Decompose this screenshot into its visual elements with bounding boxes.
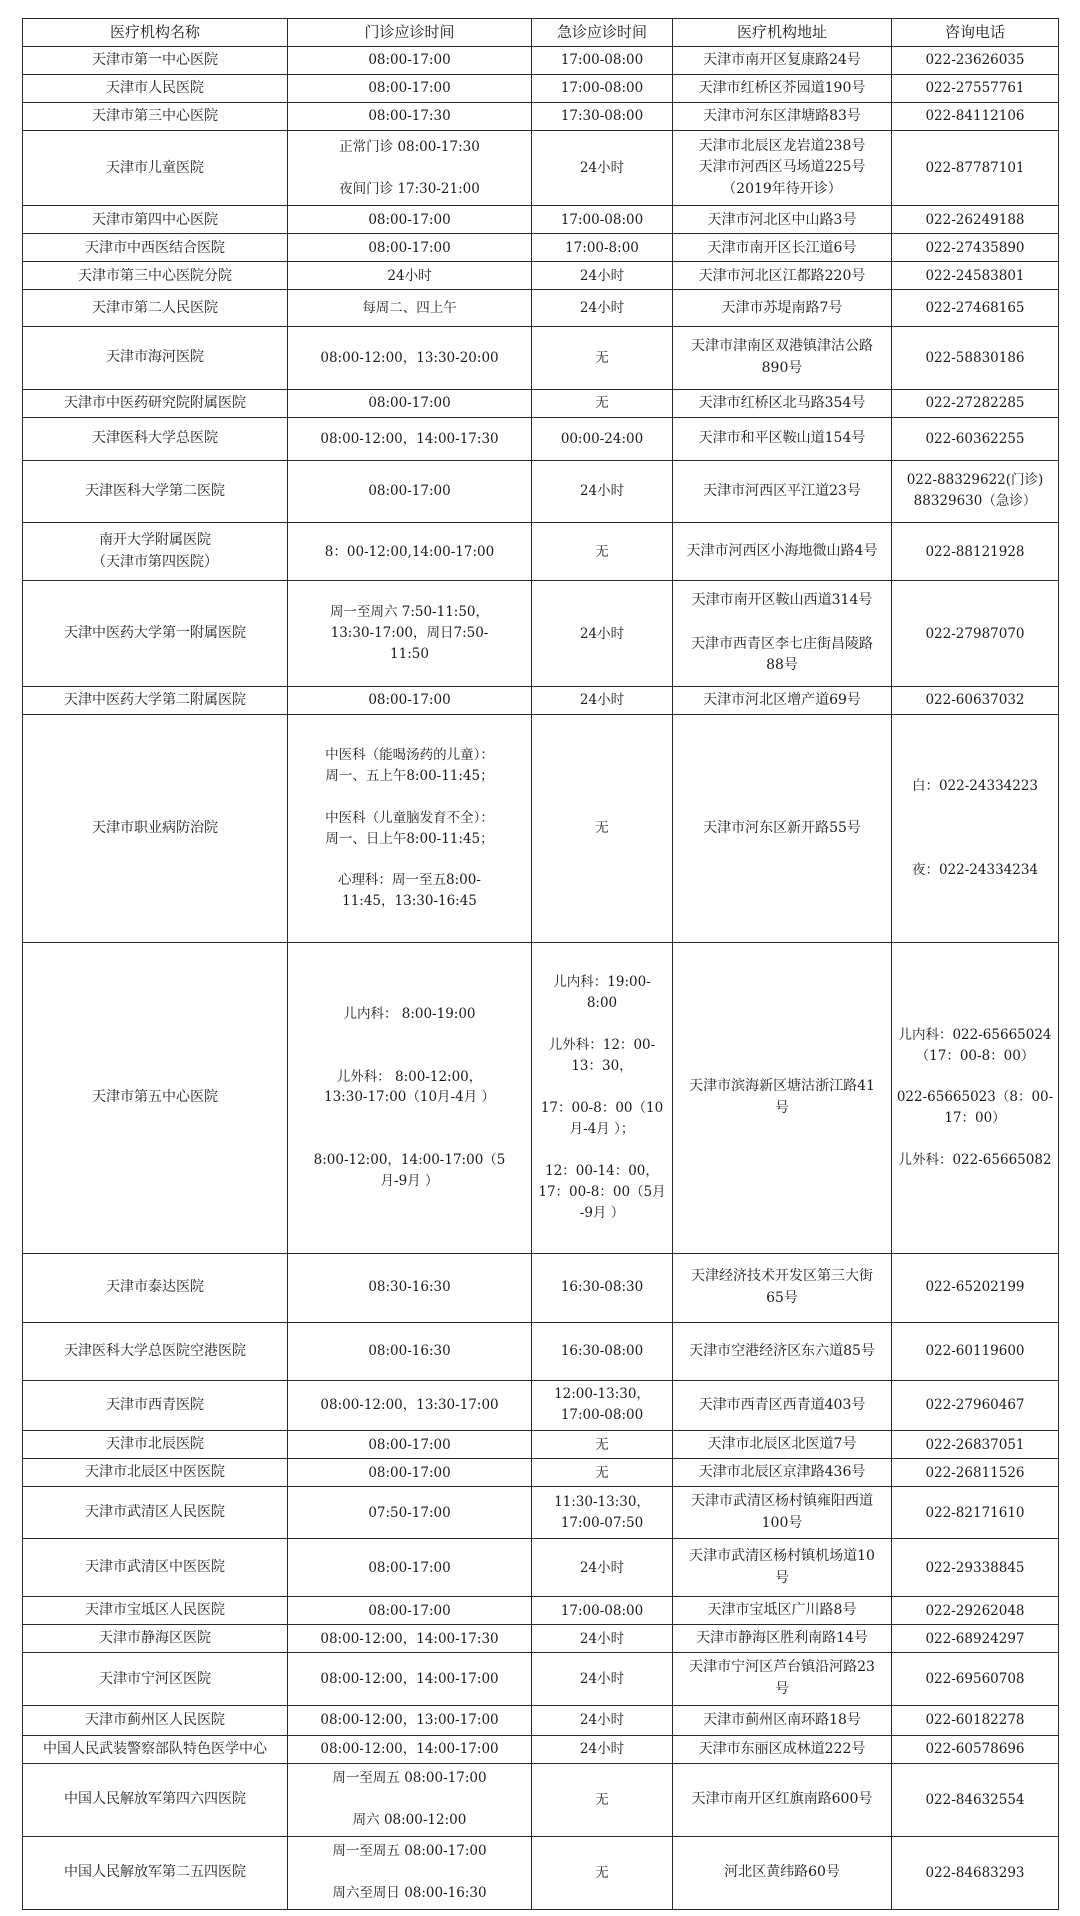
cell-name: 天津医科大学第二医院 (23, 460, 288, 522)
cell-phone: 022-29262048 (892, 1597, 1059, 1625)
cell-outpatient-hours: 08:00-12:00，14:00-17:30 (288, 1625, 532, 1653)
cell-outpatient-hours: 08:00-12:00，14:00-17:30 (288, 417, 532, 460)
cell-outpatient-hours: 08:00-12:00，13:30-17:00 (288, 1380, 532, 1430)
cell-phone: 022-69560708 (892, 1653, 1059, 1705)
cell-name: 南开大学附属医院 （天津市第四医院） (23, 523, 288, 581)
cell-emergency-hours: 无 (532, 389, 673, 417)
table-row (23, 1459, 1059, 1487)
cell-name: 天津市第五中心医院 (23, 943, 288, 1253)
cell-address: 天津市静海区胜利南路14号 (673, 1625, 892, 1653)
table-row (23, 460, 1059, 522)
cell-name: 天津市北辰区中医医院 (23, 1459, 288, 1487)
cell-name: 天津市第一中心医院 (23, 47, 288, 75)
cell-phone: 022-60578696 (892, 1735, 1059, 1763)
cell-phone: 儿内科：022-65665024 （17：00-8：00） 022-65665023（8：00- 17：00） 儿外科：022-65665082 (892, 943, 1059, 1253)
cell-outpatient-hours: 中医科（能喝汤药的儿童）： 周一、五上午8:00-11:45； 中医科（儿童脑发育不全）： 周一、日上午8:00-11:45； 心理科：周一至五8:00- 11:45，13:30-16:45 (288, 714, 532, 942)
cell-emergency-hours: 无 (532, 1459, 673, 1487)
cell-address: 天津市东丽区成林道222号 (673, 1735, 892, 1763)
cell-name: 天津市宝坻区人民医院 (23, 1597, 288, 1625)
cell-address: 天津市北辰区京津路436号 (673, 1459, 892, 1487)
cell-address: 天津市空港经济区东六道85号 (673, 1322, 892, 1380)
cell-outpatient-hours: 08:00-17:00 (288, 1597, 532, 1625)
cell-outpatient-hours: 08:00-17:00 (288, 206, 532, 234)
cell-address: 天津市武清区杨村镇雍阳西道 100号 (673, 1487, 892, 1539)
cell-name: 天津市儿童医院 (23, 131, 288, 206)
cell-outpatient-hours: 周一至周六 7:50-11:50， 13:30-17:00，周日7:50- 11:50 (288, 581, 532, 687)
cell-name: 天津市人民医院 (23, 75, 288, 103)
cell-emergency-hours: 24小时 (532, 290, 673, 327)
cell-outpatient-hours: 正常门诊 08:00-17:30 夜间门诊 17:30-21:00 (288, 131, 532, 206)
table-row (23, 581, 1059, 687)
cell-address: 天津市红桥区北马路354号 (673, 389, 892, 417)
cell-emergency-hours: 17:00-08:00 (532, 206, 673, 234)
cell-address: 河北区黄纬路60号 (673, 1836, 892, 1909)
cell-name: 天津市泰达医院 (23, 1253, 288, 1322)
header-name: 医疗机构名称 (23, 19, 288, 47)
cell-phone: 022-27987070 (892, 581, 1059, 687)
table-row (23, 234, 1059, 262)
cell-phone: 022-26249188 (892, 206, 1059, 234)
cell-phone: 022-58830186 (892, 327, 1059, 389)
cell-name: 中国人民解放军第二五四医院 (23, 1836, 288, 1909)
cell-outpatient-hours: 24小时 (288, 262, 532, 290)
cell-address: 天津市河西区平江道23号 (673, 460, 892, 522)
cell-name: 天津市西青医院 (23, 1380, 288, 1430)
hospital-table-container (22, 18, 1058, 1910)
cell-phone: 白：022-24334223 夜：022-24334234 (892, 714, 1059, 942)
cell-address: 天津市北辰区北医道7号 (673, 1431, 892, 1459)
cell-address: 天津市和平区鞍山道154号 (673, 417, 892, 460)
cell-phone: 022-88121928 (892, 523, 1059, 581)
table-row (23, 262, 1059, 290)
table-row (23, 1487, 1059, 1539)
table-row (23, 103, 1059, 131)
cell-emergency-hours: 无 (532, 327, 673, 389)
cell-emergency-hours: 24小时 (532, 1705, 673, 1735)
cell-address: 天津市河东区新开路55号 (673, 714, 892, 942)
cell-name: 天津市第三中心医院 (23, 103, 288, 131)
cell-phone: 022-60119600 (892, 1322, 1059, 1380)
cell-emergency-hours: 17:30-08:00 (532, 103, 673, 131)
cell-address: 天津市北辰区龙岩道238号 天津市河西区马场道225号 （2019年待开诊） (673, 131, 892, 206)
cell-outpatient-hours: 周一至周五 08:00-17:00 周六至周日 08:00-16:30 (288, 1836, 532, 1909)
cell-emergency-hours: 24小时 (532, 1653, 673, 1705)
cell-name: 天津市武清区人民医院 (23, 1487, 288, 1539)
cell-emergency-hours: 无 (532, 1431, 673, 1459)
cell-outpatient-hours: 08:00-17:00 (288, 1459, 532, 1487)
cell-name: 天津市第二人民医院 (23, 290, 288, 327)
cell-address: 天津市河北区增产道69号 (673, 686, 892, 714)
cell-emergency-hours: 16:30-08:00 (532, 1322, 673, 1380)
cell-name: 天津医科大学总医院 (23, 417, 288, 460)
table-row (23, 1836, 1059, 1909)
cell-name: 天津市第三中心医院分院 (23, 262, 288, 290)
cell-outpatient-hours: 08:00-12:00，14:00-17:00 (288, 1653, 532, 1705)
cell-name: 天津市北辰医院 (23, 1431, 288, 1459)
cell-name: 天津市武清区中医医院 (23, 1539, 288, 1597)
cell-address: 天津市河北区中山路3号 (673, 206, 892, 234)
cell-emergency-hours: 24小时 (532, 262, 673, 290)
cell-phone: 022-60637032 (892, 686, 1059, 714)
cell-emergency-hours: 无 (532, 523, 673, 581)
cell-name: 中国人民武装警察部队特色医学中心 (23, 1735, 288, 1763)
cell-outpatient-hours: 儿内科： 8:00-19:00 儿外科： 8:00-12:00， 13:30-17:00（10月-4月 ） 8:00-12:00，14:00-17:00（5 月-9月 ） (288, 943, 532, 1253)
cell-phone: 022-65202199 (892, 1253, 1059, 1322)
cell-phone: 022-84112106 (892, 103, 1059, 131)
table-row (23, 290, 1059, 327)
cell-emergency-hours: 00:00-24:00 (532, 417, 673, 460)
cell-phone: 022-68924297 (892, 1625, 1059, 1653)
cell-outpatient-hours: 08:00-17:00 (288, 1431, 532, 1459)
cell-emergency-hours: 24小时 (532, 131, 673, 206)
cell-emergency-hours: 24小时 (532, 686, 673, 714)
cell-name: 天津市职业病防治院 (23, 714, 288, 942)
cell-outpatient-hours: 08:00-17:00 (288, 75, 532, 103)
table-row (23, 1735, 1059, 1763)
table-row (23, 523, 1059, 581)
cell-emergency-hours: 24小时 (532, 1625, 673, 1653)
cell-phone: 022-26811526 (892, 1459, 1059, 1487)
table-row (23, 1597, 1059, 1625)
table-header-row (23, 19, 1059, 47)
cell-emergency-hours: 17:00-08:00 (532, 47, 673, 75)
table-row (23, 47, 1059, 75)
cell-address: 天津市蓟州区南环路18号 (673, 1705, 892, 1735)
cell-phone: 022-27435890 (892, 234, 1059, 262)
header-phone: 咨询电话 (892, 19, 1059, 47)
cell-phone: 022-27557761 (892, 75, 1059, 103)
cell-address: 天津市河北区江都路220号 (673, 262, 892, 290)
cell-phone: 022-27468165 (892, 290, 1059, 327)
cell-phone: 022-24583801 (892, 262, 1059, 290)
cell-outpatient-hours: 08:00-16:30 (288, 1322, 532, 1380)
cell-outpatient-hours: 08:00-17:00 (288, 389, 532, 417)
cell-outpatient-hours: 08:00-17:30 (288, 103, 532, 131)
cell-emergency-hours: 12:00-13:30， 17:00-08:00 (532, 1380, 673, 1430)
cell-address: 天津市苏堤南路7号 (673, 290, 892, 327)
cell-name: 天津市蓟州区人民医院 (23, 1705, 288, 1735)
cell-outpatient-hours: 08:00-12:00，13:00-17:00 (288, 1705, 532, 1735)
header-outpatient-hours: 门诊应诊时间 (288, 19, 532, 47)
cell-address: 天津市宝坻区广川路8号 (673, 1597, 892, 1625)
table-row (23, 1653, 1059, 1705)
cell-phone: 022-60362255 (892, 417, 1059, 460)
cell-name: 天津市宁河区医院 (23, 1653, 288, 1705)
table-row (23, 686, 1059, 714)
cell-emergency-hours: 17:00-08:00 (532, 1597, 673, 1625)
cell-emergency-hours: 24小时 (532, 1735, 673, 1763)
cell-outpatient-hours: 08:00-12:00，13:30-20:00 (288, 327, 532, 389)
cell-phone: 022-23626035 (892, 47, 1059, 75)
cell-outpatient-hours: 08:00-17:00 (288, 686, 532, 714)
table-row (23, 1380, 1059, 1430)
cell-emergency-hours: 17:00-8:00 (532, 234, 673, 262)
cell-outpatient-hours: 08:00-17:00 (288, 47, 532, 75)
cell-emergency-hours: 24小时 (532, 460, 673, 522)
cell-address: 天津市南开区复康路24号 (673, 47, 892, 75)
table-row (23, 1253, 1059, 1322)
cell-phone: 022-26837051 (892, 1431, 1059, 1459)
cell-name: 天津市中西医结合医院 (23, 234, 288, 262)
table-row (23, 206, 1059, 234)
cell-emergency-hours: 24小时 (532, 581, 673, 687)
table-row (23, 1431, 1059, 1459)
cell-address: 天津市武清区杨村镇机场道10 号 (673, 1539, 892, 1597)
table-row (23, 131, 1059, 206)
cell-emergency-hours: 无 (532, 1763, 673, 1836)
cell-emergency-hours: 无 (532, 1836, 673, 1909)
header-emergency-hours: 急诊应诊时间 (532, 19, 673, 47)
cell-address: 天津市河东区津塘路83号 (673, 103, 892, 131)
cell-emergency-hours: 无 (532, 714, 673, 942)
cell-name: 天津市第四中心医院 (23, 206, 288, 234)
cell-outpatient-hours: 08:00-17:00 (288, 234, 532, 262)
cell-address: 天津市西青区西青道403号 (673, 1380, 892, 1430)
table-row (23, 1322, 1059, 1380)
cell-address: 天津市宁河区芦台镇沿河路23 号 (673, 1653, 892, 1705)
cell-address: 天津市南开区红旗南路600号 (673, 1763, 892, 1836)
cell-phone: 022-84683293 (892, 1836, 1059, 1909)
table-row (23, 1539, 1059, 1597)
cell-phone: 022-84632554 (892, 1763, 1059, 1836)
table-row (23, 1763, 1059, 1836)
cell-phone: 022-29338845 (892, 1539, 1059, 1597)
cell-phone: 022-60182278 (892, 1705, 1059, 1735)
cell-name: 天津市静海区医院 (23, 1625, 288, 1653)
cell-emergency-hours: 16:30-08:30 (532, 1253, 673, 1322)
cell-address: 天津市津南区双港镇津沽公路 890号 (673, 327, 892, 389)
cell-phone: 022-27282285 (892, 389, 1059, 417)
cell-name: 天津市中医药研究院附属医院 (23, 389, 288, 417)
cell-address: 天津市红桥区芥园道190号 (673, 75, 892, 103)
cell-address: 天津市河西区小海地微山路4号 (673, 523, 892, 581)
cell-name: 中国人民解放军第四六四医院 (23, 1763, 288, 1836)
cell-outpatient-hours: 08:00-17:00 (288, 1539, 532, 1597)
table-row (23, 417, 1059, 460)
table-row (23, 389, 1059, 417)
cell-phone: 022-87787101 (892, 131, 1059, 206)
cell-outpatient-hours: 08:30-16:30 (288, 1253, 532, 1322)
cell-phone: 022-88329622(门诊) 88329630（急诊） (892, 460, 1059, 522)
cell-outpatient-hours: 周一至周五 08:00-17:00 周六 08:00-12:00 (288, 1763, 532, 1836)
cell-outpatient-hours: 8：00-12:00,14:00-17:00 (288, 523, 532, 581)
table-row (23, 714, 1059, 942)
cell-outpatient-hours: 08:00-12:00，14:00-17:00 (288, 1735, 532, 1763)
table-row (23, 327, 1059, 389)
cell-name: 天津中医药大学第二附属医院 (23, 686, 288, 714)
cell-outpatient-hours: 每周二、四上午 (288, 290, 532, 327)
cell-emergency-hours: 11:30-13:30， 17:00-07:50 (532, 1487, 673, 1539)
cell-outpatient-hours: 07:50-17:00 (288, 1487, 532, 1539)
cell-phone: 022-82171610 (892, 1487, 1059, 1539)
cell-name: 天津市海河医院 (23, 327, 288, 389)
cell-emergency-hours: 24小时 (532, 1539, 673, 1597)
cell-phone: 022-27960467 (892, 1380, 1059, 1430)
cell-address: 天津市南开区鞍山西道314号 天津市西青区李七庄街昌陵路 88号 (673, 581, 892, 687)
cell-name: 天津医科大学总医院空港医院 (23, 1322, 288, 1380)
table-row (23, 1625, 1059, 1653)
cell-emergency-hours: 儿内科：19:00- 8:00 儿外科：12：00- 13：30， 17：00-8：00（10 月-4月 ）； 12：00-14：00， 17：00-8：00（5月 -9月 ） (532, 943, 673, 1253)
cell-address: 天津经济技术开发区第三大街 65号 (673, 1253, 892, 1322)
hospital-table (22, 18, 1059, 1910)
cell-outpatient-hours: 08:00-17:00 (288, 460, 532, 522)
table-row (23, 1705, 1059, 1735)
cell-address: 天津市滨海新区塘沽浙江路41 号 (673, 943, 892, 1253)
cell-address: 天津市南开区长江道6号 (673, 234, 892, 262)
table-row (23, 75, 1059, 103)
cell-emergency-hours: 17:00-08:00 (532, 75, 673, 103)
table-row (23, 943, 1059, 1253)
header-address: 医疗机构地址 (673, 19, 892, 47)
cell-name: 天津中医药大学第一附属医院 (23, 581, 288, 687)
table-body (23, 47, 1059, 1910)
